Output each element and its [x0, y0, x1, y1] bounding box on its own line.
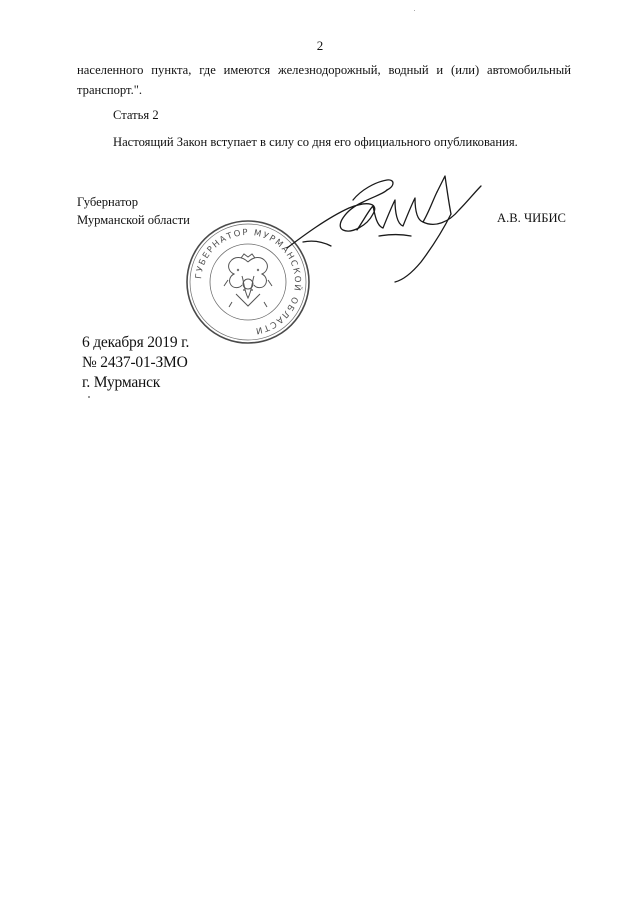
signer-position-line-1: Губернатор — [77, 195, 138, 209]
signer-position — [77, 193, 190, 229]
page-number: 2 — [316, 38, 324, 53]
body-paragraph — [77, 60, 571, 100]
scan-speck — [414, 10, 415, 11]
svg-text:ГУБЕРНАТОР МУРМАНСКОЙ ОБЛАСТИ: ГУБЕРНАТОР МУРМАНСКОЙ ОБЛАСТИ — [194, 227, 303, 336]
article-text: Настоящий Закон вступает в силу со дня его официального опубликования. — [113, 135, 518, 149]
signer-name: А.В. ЧИБИС — [497, 211, 566, 225]
document-details — [82, 333, 189, 393]
paragraph-line-1: населенного пункта, где имеются железнодорожный, водный и (или) автомобильный — [77, 63, 571, 77]
document-date: 6 декабря 2019 г. — [82, 334, 190, 351]
signature-icon — [283, 170, 483, 285]
signer-position-line-2: Мурманской области — [77, 213, 190, 227]
document-number: № 2437-01-ЗМО — [82, 354, 188, 371]
article-heading: Статья 2 — [113, 108, 159, 122]
scan-speck — [88, 396, 90, 398]
document-city: г. Мурманск — [82, 374, 161, 391]
paragraph-line-2: транспорт.". — [77, 83, 143, 97]
handwritten-signature — [283, 170, 483, 290]
